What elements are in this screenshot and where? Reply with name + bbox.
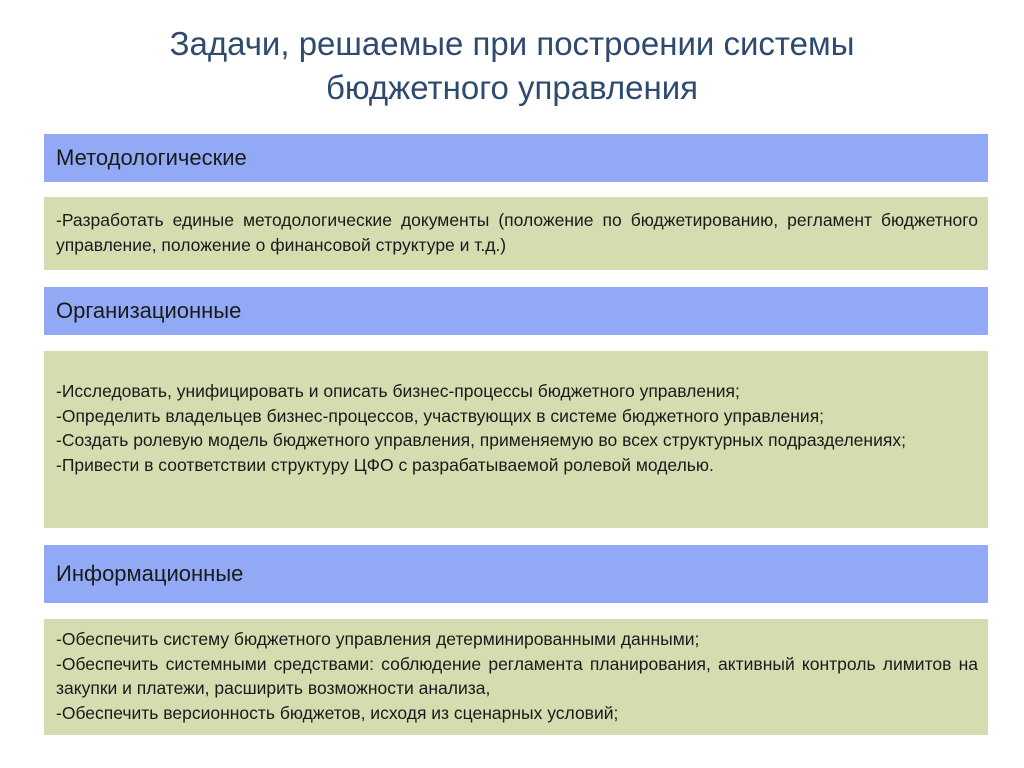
section-content-methodological (44, 197, 988, 270)
section-header-methodological: Методологические (44, 134, 988, 182)
task-item: -Создать ролевую модель бюджетного управления, применяемую во всех структурных подразделениях; (56, 430, 906, 450)
section-content-informational (44, 619, 988, 735)
task-item: -Обеспечить системными средствами: соблюдение регламента планирования, активный контроль лимитов на закупки и платежи, расширить возможности анализа, (56, 653, 978, 698)
slide-title-line-2: бюджетного управления (325, 69, 699, 106)
slide-title-line-1: Задачи, решаемые при построении системы (169, 25, 855, 62)
section-header-organizational: Организационные (44, 287, 988, 335)
section-header-informational: Информационные (44, 545, 988, 603)
task-item: -Обеспечить систему бюджетного управления детерминированными данными; (56, 629, 700, 649)
task-item: -Разработать единые методологические документы (положение по бюджетированию, регламент бюджетного управление, положение о финансовой структуре и т.д.) (56, 210, 978, 255)
task-item: -Привести в соответствии структуру ЦФО с разрабатываемой ролевой моделью. (56, 454, 714, 475)
slide-title (0, 22, 1024, 110)
section-content-organizational (44, 351, 988, 528)
task-item: -Обеспечить версионность бюджетов, исходя из сценарных условий; (56, 702, 619, 723)
task-item: -Исследовать, унифицировать и описать бизнес-процессы бюджетного управления; (56, 381, 740, 401)
task-item: -Определить владельцев бизнес-процессов, участвующих в системе бюджетного управления; (56, 405, 825, 426)
